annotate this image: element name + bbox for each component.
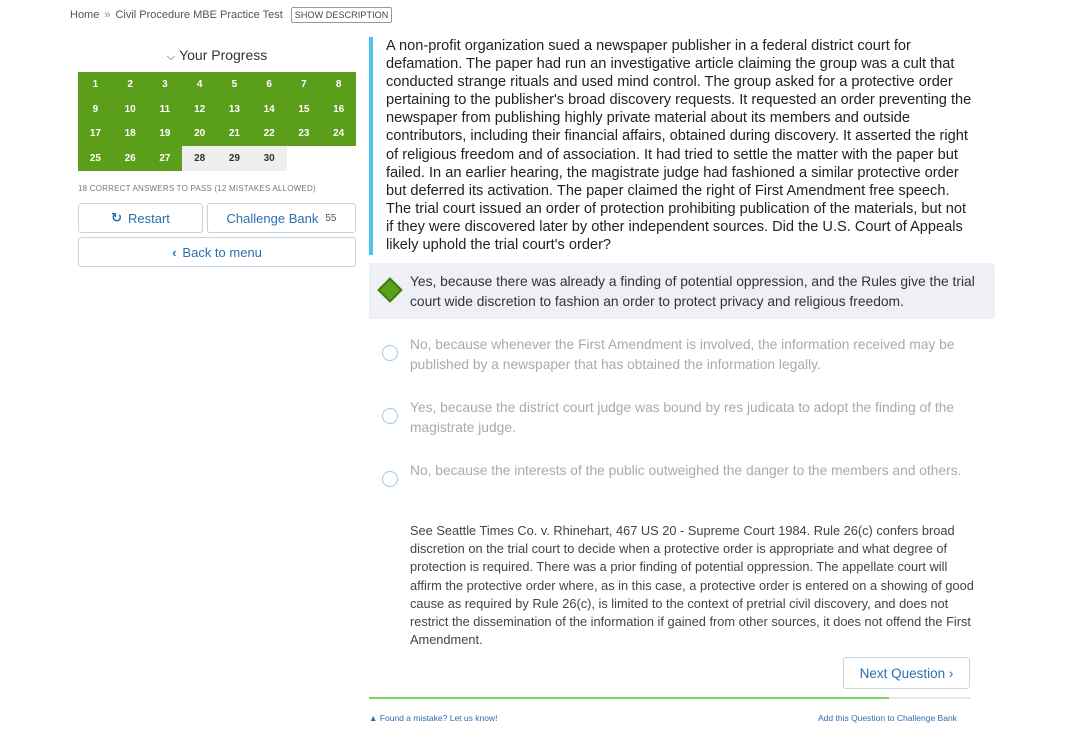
quiz-progress-fill: [369, 697, 889, 699]
report-mistake-link[interactable]: [369, 713, 497, 723]
next-question-button[interactable]: Next Question ›: [843, 657, 970, 689]
answer-option-1[interactable]: [369, 263, 995, 319]
question-number-30[interactable]: 30: [252, 146, 287, 171]
warning-icon: ▲: [369, 713, 378, 723]
back-to-menu-label: Back to menu: [182, 244, 262, 260]
question-number-17[interactable]: 17: [78, 122, 113, 147]
question-number-18[interactable]: 18: [113, 122, 148, 147]
answer-explanation: See Seattle Times Co. v. Rhinehart, 467 US 20 - Supreme Court 1984. Rule 26(c) confers broad discretion on the trial court to decide when a protective order is appropriate and what degree of protection is required. There was a prior finding of potential oppression. The appellate court will affirm the protective order where, as in this case, a protective order is entered on a showing of good cause as required by Rule 26(c), is limited to the context of pretrial civil discovery, and does not restrict the dissemination of the information if gained from other sources, it does not offend the First Amendment.: [410, 523, 974, 648]
question-number-23[interactable]: 23: [287, 122, 322, 147]
question-number-28[interactable]: 28: [182, 146, 217, 171]
breadcrumb: [70, 7, 392, 23]
restart-label: Restart: [128, 210, 170, 226]
quiz-progress-bar: [369, 697, 970, 699]
progress-title: Your Progress: [179, 47, 268, 63]
answer-option-3[interactable]: [369, 389, 995, 445]
question-number-21[interactable]: 21: [217, 122, 252, 147]
radio-icon: [382, 408, 398, 424]
question-number-27[interactable]: 27: [148, 146, 183, 171]
question-number-15[interactable]: 15: [287, 97, 322, 122]
answer-option-4[interactable]: [369, 452, 995, 508]
pass-note: 18 CORRECT ANSWERS TO PASS (12 MISTAKES ALLOWED): [78, 184, 316, 193]
challenge-bank-count: 55: [325, 212, 337, 224]
question-number-8[interactable]: 8: [321, 72, 356, 97]
radio-icon: [382, 345, 398, 361]
chevron-left-icon: ‹: [172, 244, 177, 260]
question-number-19[interactable]: 19: [148, 122, 183, 147]
answer-option-2[interactable]: [369, 326, 995, 382]
question-number-25[interactable]: 25: [78, 146, 113, 171]
question-number-11[interactable]: 11: [148, 97, 183, 122]
progress-toggle[interactable]: [78, 47, 356, 64]
question-grid: [78, 72, 356, 171]
show-description-button[interactable]: SHOW DESCRIPTION: [291, 7, 393, 23]
selected-correct-icon: [377, 277, 402, 302]
question-number-26[interactable]: 26: [113, 146, 148, 171]
question-number-4[interactable]: 4: [182, 72, 217, 97]
radio-icon: [382, 471, 398, 487]
question-number-7[interactable]: 7: [287, 72, 322, 97]
question-number-13[interactable]: 13: [217, 97, 252, 122]
question-number-24[interactable]: 24: [321, 122, 356, 147]
add-to-challenge-bank-link[interactable]: Add this Question to Challenge Bank: [818, 713, 957, 723]
answer-text: No, because the interests of the public outweighed the danger to the members and others.: [410, 463, 962, 478]
report-mistake-label: Found a mistake? Let us know!: [379, 713, 498, 723]
answer-text: Yes, because there was already a finding of potential oppression, and the Rules give the trial court wide discretion to fashion an order to protect privacy and religious freedom.: [410, 274, 975, 309]
question-number-22[interactable]: 22: [252, 122, 287, 147]
challenge-bank-button[interactable]: [207, 203, 356, 233]
question-number-29[interactable]: 29: [217, 146, 252, 171]
challenge-bank-label: Challenge Bank: [226, 210, 319, 226]
question-number-9[interactable]: 9: [78, 97, 113, 122]
restart-icon: ↻: [111, 210, 122, 225]
question-number-2[interactable]: 2: [113, 72, 148, 97]
chevron-down-icon: ⌵: [166, 51, 176, 63]
question-number-16[interactable]: 16: [321, 97, 356, 122]
answer-text: No, because whenever the First Amendment is involved, the information received may be published by a newspaper that has obtained the information legally.: [410, 337, 955, 372]
answer-text: Yes, because the district court judge was bound by res judicata to adopt the finding of the magistrate judge.: [410, 400, 955, 435]
question-accent-bar: [369, 37, 373, 255]
question-number-6[interactable]: 6: [252, 72, 287, 97]
breadcrumb-separator: »: [104, 9, 111, 21]
question-number-3[interactable]: 3: [148, 72, 183, 97]
question-number-12[interactable]: 12: [182, 97, 217, 122]
restart-button[interactable]: [78, 203, 203, 233]
question-number-10[interactable]: 10: [113, 97, 148, 122]
question-number-5[interactable]: 5: [217, 72, 252, 97]
breadcrumb-current: Civil Procedure MBE Practice Test: [115, 9, 283, 21]
question-number-20[interactable]: 20: [182, 122, 217, 147]
question-number-14[interactable]: 14: [252, 97, 287, 122]
back-to-menu-button[interactable]: [78, 237, 356, 267]
question-text: A non-profit organization sued a newspaper publisher in a federal district court for defamation. The paper had run an investigative article claiming the group was a cult that conducted strange rituals and used mind control. The group asked for a protective order pertaining to the publisher's broad discovery requests. It requested an order preventing the newspaper from publishing highly private material about its members and outside contributors, including their financial affairs, obtained during discovery. It asserted the right of religious freedom and of association. It had tried to settle the matter with the paper but failed. In an earlier hearing, the magistrate judge had fashioned a similar protective order but deferred its activation. The paper claimed the right of First Amendment free speech. The trial court issued an order of protection prohibiting publication of the materials, but not if they were discovered later by other independent sources. Did the U.S. Court of Appeals likely uphold the trial court's order?: [386, 38, 972, 254]
question-number-1[interactable]: 1: [78, 72, 113, 97]
breadcrumb-home-link[interactable]: Home: [70, 9, 100, 21]
